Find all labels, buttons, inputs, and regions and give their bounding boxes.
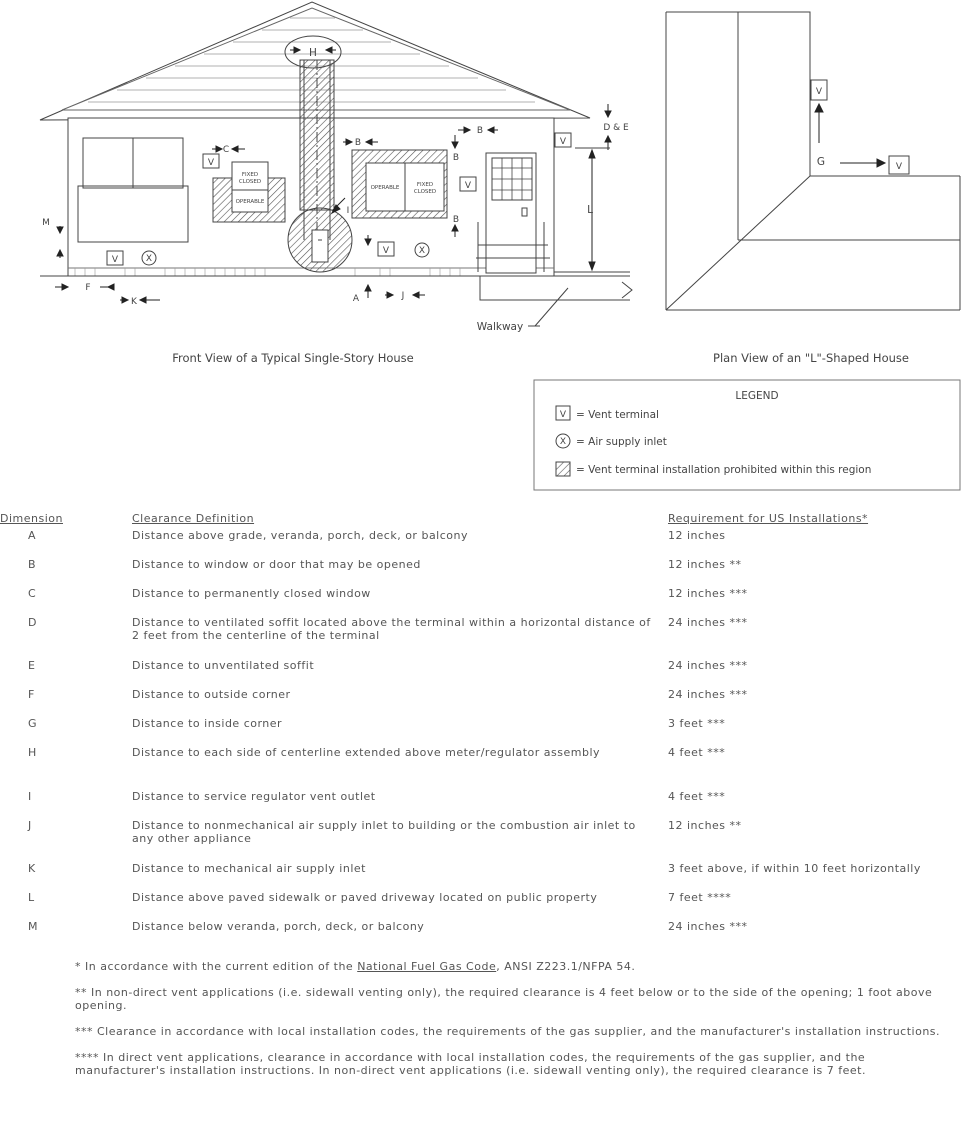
- def-cell: Distance to inside corner: [132, 717, 283, 730]
- req-cell: 12 inches: [668, 529, 726, 542]
- air-label-2: X: [418, 246, 426, 256]
- legend: [534, 380, 960, 490]
- dim-cell: F: [28, 688, 35, 701]
- dim-label-a: A: [352, 294, 360, 304]
- req-cell: 24 inches ***: [668, 616, 748, 629]
- dim-cell: K: [28, 862, 36, 875]
- footnote-4: **** In direct vent applications, clearance in accordance with local installation codes, the requirements of the gas supplier, and the manufacturer's installation instructions. In non-direct vent applications (i.e. sidewall venting only), the required clearance is 7 feet.: [75, 1051, 866, 1077]
- req-cell: 12 inches **: [668, 819, 742, 832]
- dim-cell: M: [28, 920, 38, 933]
- dim-label-c: C: [222, 145, 230, 155]
- plan-vent-label-1: V: [815, 87, 823, 97]
- plan-arrows: [815, 104, 885, 167]
- front-view: [40, 2, 632, 365]
- dim-cell: I: [28, 790, 32, 803]
- dim-label-f: F: [85, 283, 91, 293]
- legend-air-text: = Air supply inlet: [576, 436, 667, 448]
- dim-label-i: I: [346, 206, 350, 216]
- footnotes: [75, 960, 945, 1090]
- dim-cell: E: [28, 659, 36, 672]
- operable-label-2: OPERABLE: [370, 185, 400, 191]
- dim-label-h: H: [309, 47, 317, 59]
- dim-label-j: J: [401, 291, 405, 301]
- def-cell: Distance to service regulator vent outlet: [132, 790, 376, 803]
- dim-label-k: K: [131, 297, 137, 307]
- dim-label-l: L: [587, 204, 593, 216]
- req-cell: 3 feet above, if within 10 feet horizontally: [668, 862, 921, 875]
- def-cell: Distance below veranda, porch, deck, or balcony: [132, 920, 425, 933]
- front-view-caption: Front View of a Typical Single-Story House: [172, 351, 414, 365]
- req-cell: 12 inches ***: [668, 587, 748, 600]
- dim-label-b2: B: [476, 126, 484, 136]
- req-cell: 4 feet ***: [668, 790, 726, 803]
- footnote-2: ** In non-direct vent applications (i.e. sidewall venting only), the required clearance is 4 feet below or to the side of the opening; 1 foot above opening.: [75, 986, 933, 1012]
- def-cell: Distance to nonmechanical air supply inlet to building or the combustion air inlet to any other appliance: [132, 819, 636, 845]
- fixed-closed-label-3: FIXED: [416, 182, 434, 188]
- dim-label-de: D & E: [603, 123, 629, 133]
- vent-label-1: V: [111, 255, 119, 265]
- dim-cell: J: [28, 819, 32, 832]
- dim-cell: A: [28, 529, 37, 542]
- dim-label-b4: B: [452, 215, 460, 225]
- plan-view: [666, 12, 960, 365]
- plan-view-caption: Plan View of an "L"-Shaped House: [713, 351, 909, 365]
- dim-label-g: G: [816, 156, 826, 168]
- walkway-label: Walkway: [476, 321, 524, 333]
- footnote-1-post: , ANSI Z223.1/NFPA 54.: [496, 960, 636, 973]
- def-cell: Distance above grade, veranda, porch, deck, or balcony: [132, 529, 468, 542]
- footnote-1: [75, 960, 945, 973]
- req-cell: 24 inches ***: [668, 920, 748, 933]
- plan-vent-label-2: V: [895, 162, 903, 172]
- def-cell: Distance to window or door that may be opened: [132, 558, 421, 571]
- footnote-3: *** Clearance in accordance with local installation codes, the requirements of the gas supplier, and the manufacturer's installation instructions.: [75, 1025, 941, 1038]
- dim-label-b1: B: [354, 138, 362, 148]
- legend-vent-symbol: V: [559, 410, 567, 420]
- req-cell: 7 feet ****: [668, 891, 732, 904]
- header-dimension: Dimension: [0, 512, 63, 525]
- dim-cell: B: [28, 558, 37, 571]
- dim-cell: D: [28, 616, 37, 629]
- air-label-1: X: [145, 254, 153, 264]
- req-cell: 24 inches ***: [668, 688, 748, 701]
- fixed-closed-label-1: FIXED: [241, 172, 259, 178]
- vent-label-2: V: [207, 158, 215, 168]
- header-requirement: Requirement for US Installations*: [668, 512, 869, 525]
- req-cell: 3 feet ***: [668, 717, 726, 730]
- dim-label-b3: B: [452, 153, 460, 163]
- fixed-closed-label-2: CLOSED: [238, 179, 262, 185]
- legend-prohibited-text: = Vent terminal installation prohibited within this region: [576, 464, 872, 476]
- dim-cell: H: [28, 746, 37, 759]
- dim-cell: C: [28, 587, 37, 600]
- vent-label-5: V: [559, 137, 567, 147]
- legend-air-symbol: X: [559, 437, 567, 447]
- def-cell: Distance to mechanical air supply inlet: [132, 862, 366, 875]
- legend-vent-text: = Vent terminal: [576, 409, 659, 421]
- clearance-diagram: [0, 0, 964, 500]
- def-cell: Distance to each side of centerline extended above meter/regulator assembly: [132, 746, 601, 759]
- dim-cell: L: [28, 891, 35, 904]
- operable-label-1: OPERABLE: [235, 199, 265, 205]
- fixed-closed-label-4: CLOSED: [413, 189, 437, 195]
- vent-label-4: V: [464, 181, 472, 191]
- footnote-1-pre: * In accordance with the current edition of the: [75, 960, 358, 973]
- dim-cell: G: [28, 717, 38, 730]
- vent-label-3: V: [382, 246, 390, 256]
- dim-label-m: M: [42, 218, 50, 228]
- header-definition: Clearance Definition: [132, 512, 255, 525]
- req-cell: 4 feet ***: [668, 746, 726, 759]
- req-cell: 24 inches ***: [668, 659, 748, 672]
- req-cell: 12 inches **: [668, 558, 742, 571]
- def-cell: Distance above paved sidewalk or paved driveway located on public property: [132, 891, 598, 904]
- def-cell: Distance to ventilated soffit located above the terminal within a horizontal distance of 2 feet from the centerline of the terminal: [132, 616, 651, 642]
- def-cell: Distance to permanently closed window: [132, 587, 371, 600]
- def-cell: Distance to outside corner: [132, 688, 291, 701]
- footnote-1-code: National Fuel Gas Code: [357, 960, 497, 973]
- def-cell: Distance to unventilated soffit: [132, 659, 315, 672]
- legend-title: LEGEND: [735, 390, 779, 402]
